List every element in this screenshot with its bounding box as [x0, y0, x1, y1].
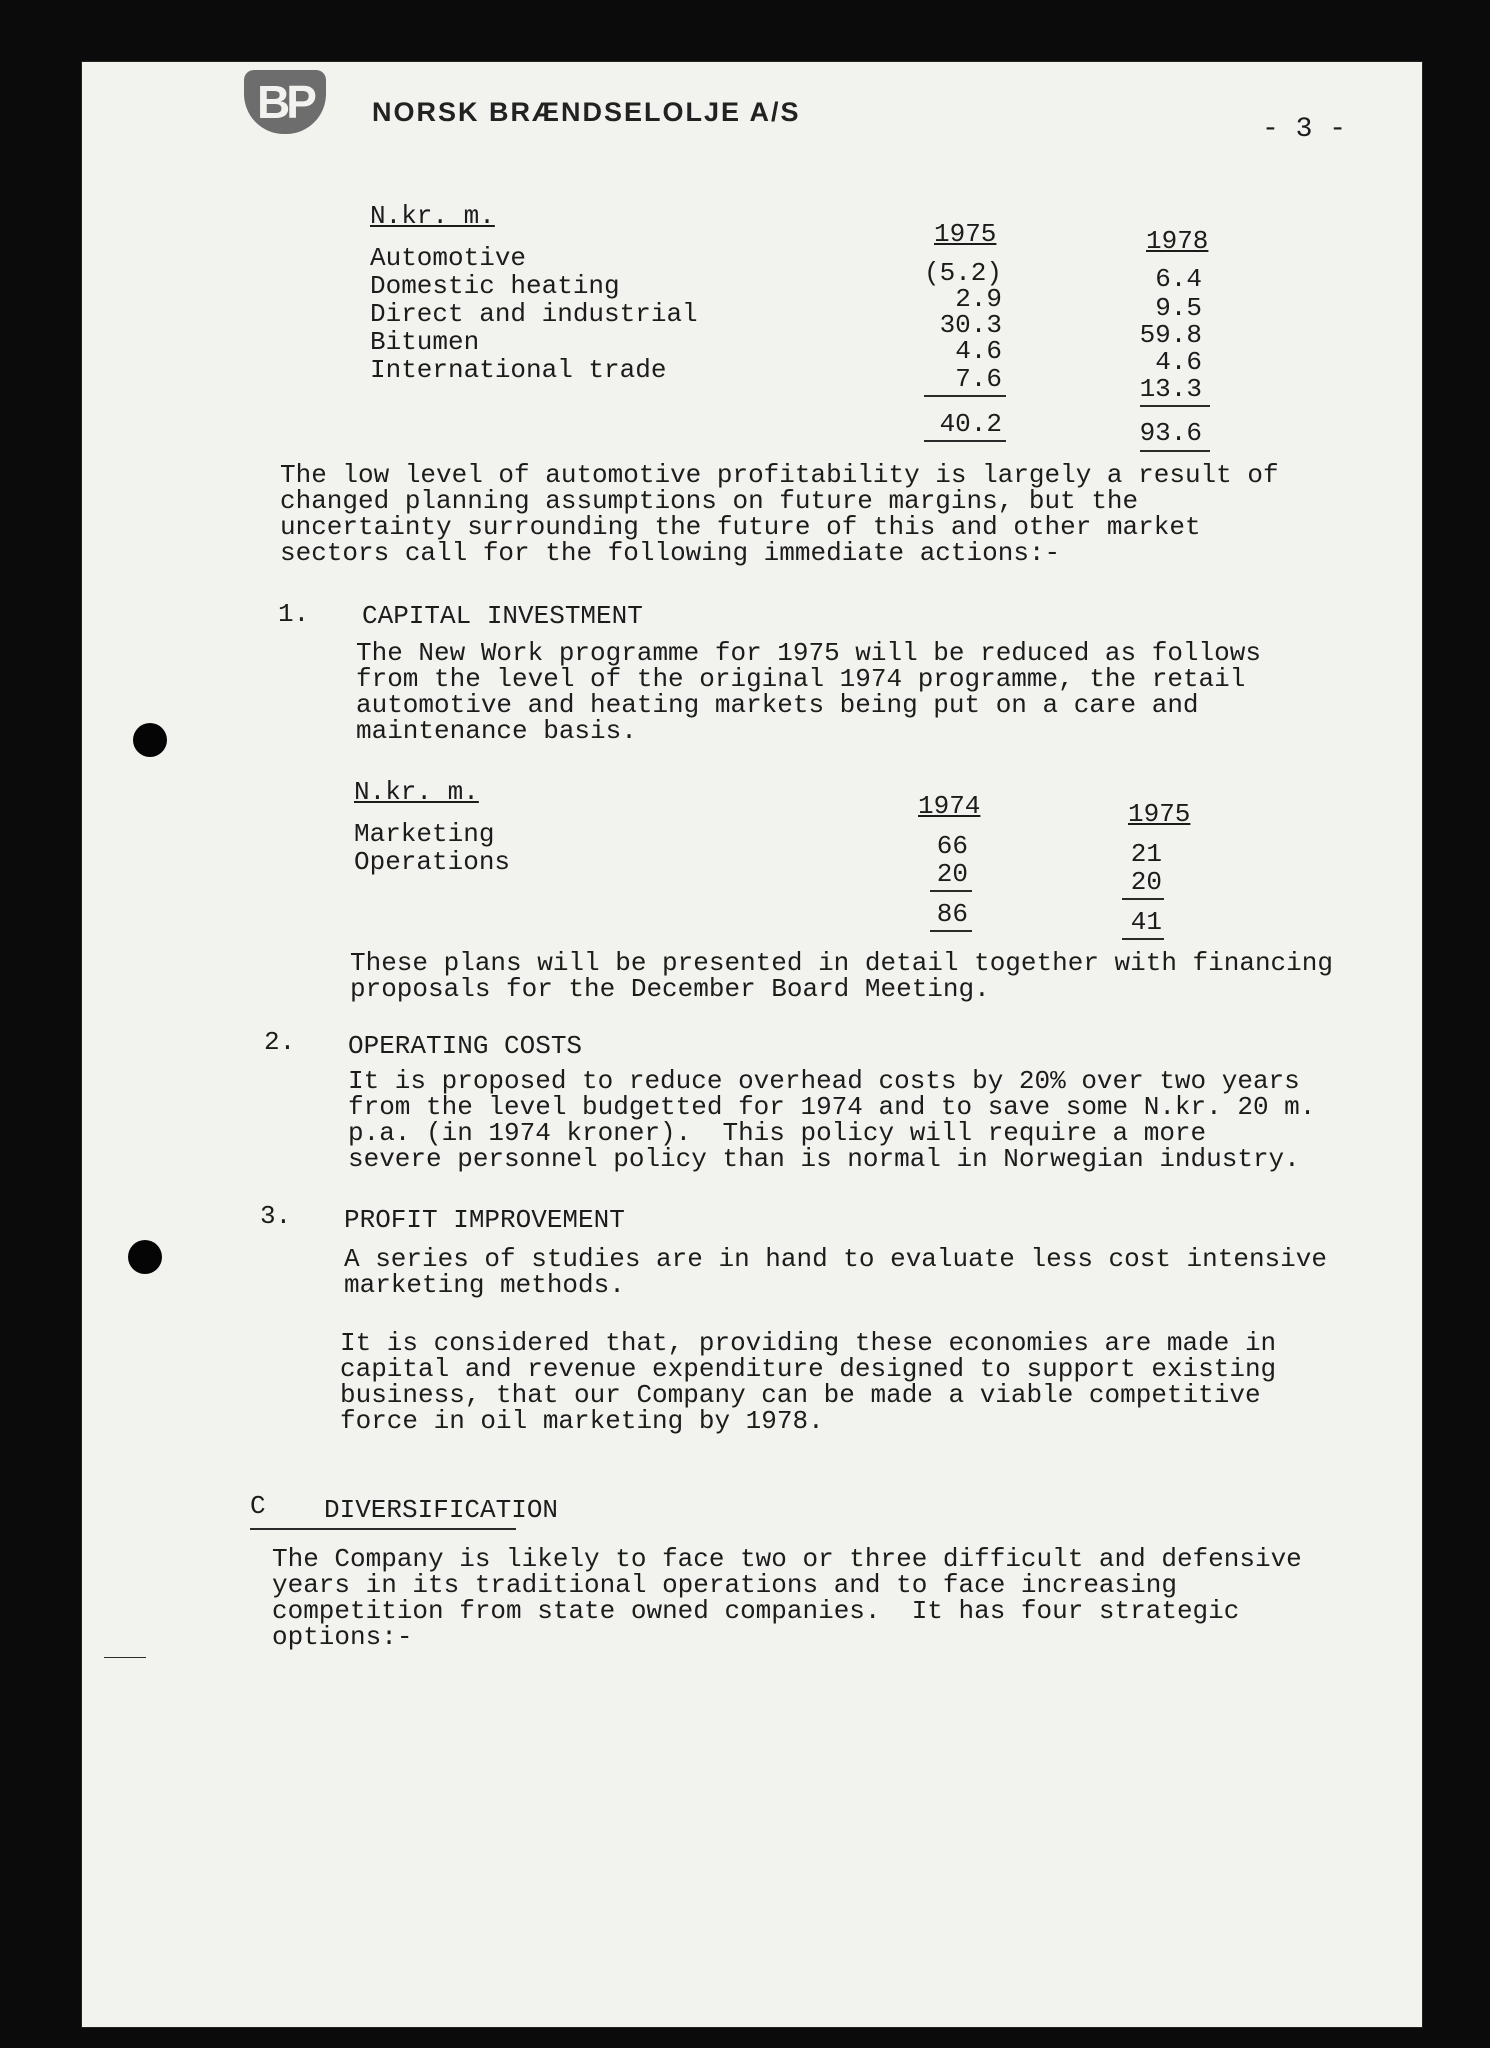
section1-heading: CAPITAL INVESTMENT [362, 601, 643, 631]
table2-row-label: Operations [354, 847, 511, 877]
table1-value: 7.6 [955, 364, 1002, 394]
document-page: BP NORSK BRÆNDSELOLJE A/S - 3 - N.kr. m. 1975 1978 Automotive Domestic heating Direct and industrial Bitumen International trade (5.2) 2.9 30.3 4.6 7.6 40.2 6.4 9.5 59.8 4.6 13.3 93.6 The low level of automotive profitability is largely a result of changed planning assumptions on future margins, but the uncertainty surrounding the future of this and other market sectors call for the following immediate actions:- 1. CAPITAL INVESTMENT The New Work programme for 1975 will be reduced as follows from the level of the original 1974 programme, the retail automotive and heating markets being put on a care and maintenance basis. N.kr. m. 1974 1975 Marketing Operations 66 20 86 21 20 41 These plans will be presented in detail together with financing proposals for the December Board Meeting. 2. OPERATING COSTS It is proposed to reduce overhead costs by 20% over two years from the level budgetted for 1974 and to save some N.kr. 20 m. p.a. (in 1974 kroner). This policy will require a more severe personnel policy than is normal in Norwegian industry. 3. PROFIT IMPROVEMENT A series of studies are in hand to evaluate less cost intensive marketing methods. It is considered that, providing these economies are made in capital and revenue expenditure designed to support existing business, that our Company can be made a viable competitive force in oil marketing by 1978. C DIVERSIFICATION The Company is likely to face two or three difficult and defensive years in its traditional operations and to face increasing competition from state owned companies. It has four strategic options:- [82, 62, 1422, 2027]
table1-value: 13.3 [1139, 374, 1202, 404]
page-number: - 3 - [1262, 114, 1347, 145]
table1-row-label: International trade [370, 355, 667, 385]
table2-total: 41 [1130, 907, 1162, 937]
table2-total-rule [1122, 938, 1164, 940]
table2-value: 66 [936, 831, 968, 861]
table1-value: 4.6 [1155, 347, 1202, 377]
table1-total: 93.6 [1139, 418, 1202, 448]
sectionC-letter: C [250, 1491, 266, 1521]
table1-sum-rule [924, 395, 1006, 397]
sectionC-heading-rule [250, 1528, 516, 1530]
company-name: NORSK BRÆNDSELOLJE A/S [372, 97, 801, 127]
section3-number: 3. [260, 1201, 292, 1231]
margin-mark [104, 1657, 146, 1658]
punch-hole [133, 723, 167, 757]
table1-total-rule [924, 440, 1006, 442]
table1-value: 59.8 [1139, 320, 1202, 350]
table1-value: (5.2) [923, 258, 1002, 288]
table2-value: 21 [1130, 839, 1162, 869]
table1-total-rule [1140, 450, 1210, 452]
table2-sum-rule [930, 890, 972, 892]
table1-row-label: Bitumen [370, 327, 480, 357]
section2-heading: OPERATING COSTS [348, 1031, 583, 1061]
table1-value: 4.6 [955, 336, 1002, 366]
table1-value: 2.9 [955, 284, 1002, 314]
table1-value: 6.4 [1155, 264, 1202, 294]
table1-col2-header: 1978 [1146, 226, 1209, 256]
table2-col1-header: 1974 [918, 791, 981, 821]
table1-row-label: Domestic heating [370, 271, 620, 301]
table1-unit: N.kr. m. [370, 201, 495, 231]
table2-sum-rule [1122, 898, 1164, 900]
table1-value: 30.3 [939, 310, 1002, 340]
table2-value: 20 [1130, 867, 1162, 897]
table1-col1-header: 1975 [934, 219, 997, 249]
table2-value: 20 [936, 859, 968, 889]
table2-unit: N.kr. m. [354, 777, 479, 807]
section1-number: 1. [278, 599, 310, 629]
punch-hole [128, 1240, 162, 1274]
section3-heading: PROFIT IMPROVEMENT [344, 1205, 625, 1235]
table2-total: 86 [936, 899, 968, 929]
section2-number: 2. [264, 1027, 296, 1057]
table2-col2-header: 1975 [1128, 799, 1191, 829]
table1-row-label: Direct and industrial [370, 299, 698, 329]
table1-value: 9.5 [1155, 293, 1202, 323]
table2-total-rule [930, 930, 972, 932]
table1-total: 40.2 [939, 409, 1002, 439]
table2-row-label: Marketing [354, 819, 495, 849]
sectionC-heading: DIVERSIFICATION [324, 1495, 559, 1525]
table1-row-label: Automotive [370, 243, 527, 273]
table1-sum-rule [1140, 405, 1210, 407]
bp-logo: BP [244, 70, 326, 134]
